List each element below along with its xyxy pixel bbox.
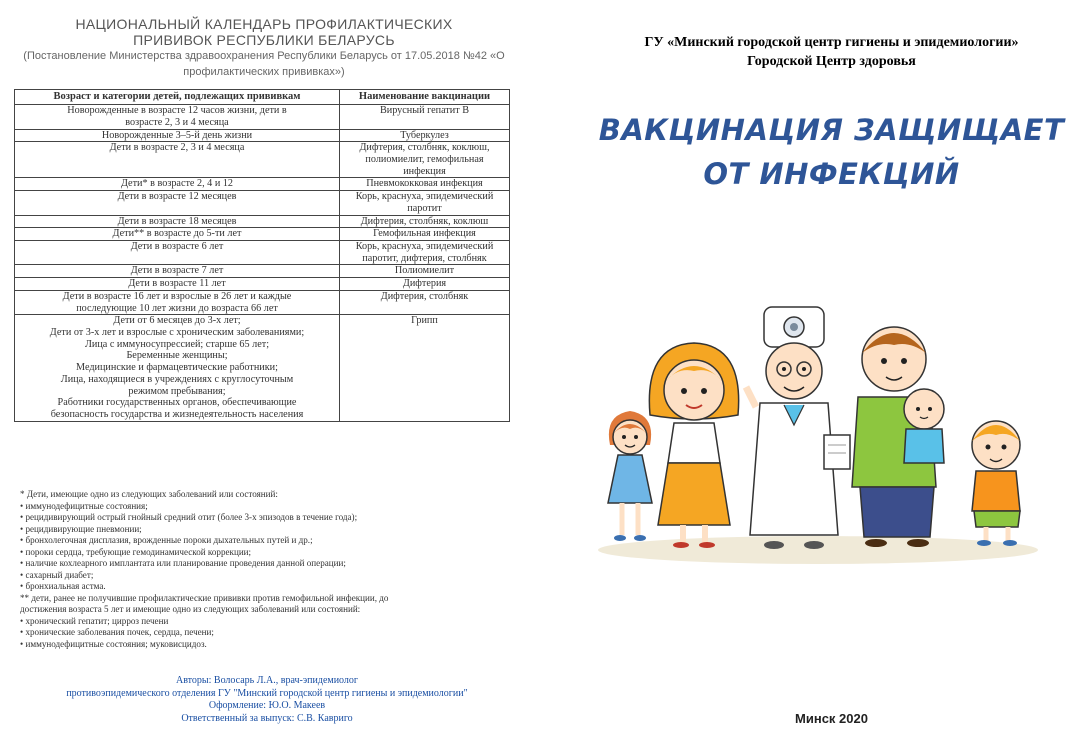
age-line: Беременные женщины;: [126, 350, 228, 362]
boy-figure: [972, 421, 1020, 546]
footer-city-year: Минск 2020: [795, 711, 868, 726]
age-cell: [15, 129, 340, 142]
age-line: Дети в возрасте 6 лет: [130, 240, 224, 252]
age-line: Медицинские и фармацевтические работники;: [76, 362, 278, 374]
vaccine-line: паротит, дифтерия, столбняк: [362, 252, 487, 264]
mother-figure: [649, 343, 738, 548]
age-line: Дети в возрасте 12 месяцев: [117, 191, 237, 203]
organization-name: [580, 33, 1083, 71]
age-line: Дети** в возрасте до 5-ти лет: [112, 228, 242, 240]
vaccine-line: Полиомиелит: [394, 265, 455, 277]
age-line: последующие 10 лет жизни до возраста 66 лет: [76, 302, 278, 314]
age-cell: [15, 191, 340, 215]
vaccine-line: Дифтерия, столбняк, коклюш: [360, 215, 489, 227]
age-line: Дети в возрасте 7 лет: [130, 265, 224, 277]
footnote-line: * Дети, имеющие одно из следующих заболеваний или состояний:: [20, 489, 278, 499]
table-row: [15, 290, 510, 314]
vaccine-line: Вирусный гепатит В: [379, 105, 470, 117]
age-cell: [15, 142, 340, 178]
age-cell: [15, 178, 340, 191]
age-line: Лица с иммуносупрессией; старше 65 лет;: [84, 338, 270, 350]
girl-figure: [608, 411, 652, 541]
footnote-line: достижения возраста 5 лет и имеющие одно из следующих заболеваний или состояний:: [20, 604, 361, 614]
vaccine-line: Корь, краснуха, эпидемический: [355, 191, 494, 203]
header-age: Возраст и категории детей, подлежащих прививкам: [15, 90, 340, 105]
age-line: Дети от 6 месяцев до 3-х лет;: [113, 315, 241, 327]
vaccine-cell: [340, 228, 510, 241]
vaccine-cell: [340, 290, 510, 314]
authors-department: противоэпидемического отделения ГУ "Минский городской центр гигиены и эпидемиологии": [66, 687, 468, 699]
footnote-line: • рецидивирующие пневмонии;: [20, 523, 142, 534]
footnote-line: • бронхиальная астма.: [20, 581, 106, 591]
footnote-line: • иммунодефицитные состояния; муковисцидоз.: [20, 638, 207, 649]
age-line: Дети в возрасте 18 месяцев: [117, 215, 237, 227]
footnote-line: • наличие кохлеарного имплантата или планирование проведения данной операции;: [20, 558, 346, 568]
vaccine-line: Грипп: [411, 315, 438, 327]
age-cell: [15, 105, 340, 129]
table-row: [15, 178, 510, 191]
age-line: Дети в возрасте 16 лет и взрослые в 26 лет и каждые: [62, 290, 292, 302]
vaccine-line: инфекция: [403, 165, 446, 177]
table-row: [15, 105, 510, 129]
footnotes: [20, 489, 514, 650]
table-row: [15, 228, 510, 241]
authors-line: Авторы: Волосарь Л.А., врач-эпидемиолог: [175, 675, 359, 686]
vaccine-line: полиомиелит, гемофильная: [365, 153, 484, 165]
footnote-line: • бронхолегочная дисплазия, врожденные пороки дыхательных путей и др.;: [20, 535, 313, 545]
age-line: Дети в возрасте 2, 3 и 4 месяца: [109, 142, 245, 154]
age-cell: [15, 278, 340, 291]
vaccine-cell: [340, 215, 510, 228]
design-credit: Оформление: Ю.О. Макеев: [208, 700, 326, 711]
calendar-subtitle-line1: (Постановление Министерства здравоохранения Республики Беларусь от 17.05.2018 №42 «О: [23, 50, 505, 63]
calendar-subtitle-line2: профилактических прививках»): [183, 65, 345, 78]
age-line: Дети от 3-х лет и взрослые с хроническим заболеваниями;: [49, 327, 305, 338]
table-row: [15, 265, 510, 278]
footnote-line: • рецидивирующий острый гнойный средний отит (более 3-х эпизодов в течение года);: [20, 512, 358, 522]
father-figure: [852, 327, 944, 547]
footnote-line: • иммунодефицитные состояния;: [20, 500, 148, 511]
vaccine-cell: [340, 191, 510, 215]
responsible-credit: Ответственный за выпуск: С.В. Кавриго: [181, 712, 353, 724]
footnote-line: ** дети, ранее не получившие профилактические прививки против гемофильной инфекции, до: [20, 592, 389, 603]
age-cell: [15, 215, 340, 228]
age-cell: [15, 228, 340, 241]
left-page-header: [14, 16, 514, 80]
age-line: Новорожденные в возрасте 12 часов жизни, дети в: [67, 105, 287, 117]
footnote-line: • хронический гепатит; цирроз печени: [20, 615, 169, 626]
footnote-line: • пороки сердца, требующие гемодинамической коррекции;: [20, 546, 252, 557]
vaccine-cell: [340, 265, 510, 278]
vaccine-cell: [340, 129, 510, 142]
table-header-row: [15, 90, 510, 105]
table-row: [15, 278, 510, 291]
calendar-title-line1: НАЦИОНАЛЬНЫЙ КАЛЕНДАРЬ ПРОФИЛАКТИЧЕСКИХ: [75, 16, 453, 32]
footnote-line: • сахарный диабет;: [20, 569, 94, 580]
table-row: [15, 215, 510, 228]
vaccine-line: Гемофильная инфекция: [373, 228, 476, 240]
calendar-title-line2: ПРИВИВОК РЕСПУБЛИКИ БЕЛАРУСЬ: [133, 32, 395, 49]
age-line: возрасте 2, 3 и 4 месяца: [125, 116, 229, 128]
cover-title-line2: ОТ ИНФЕКЦИЙ: [703, 157, 960, 191]
vaccine-cell: [340, 142, 510, 178]
age-line: Дети в возрасте 11 лет: [128, 278, 226, 290]
cover-title: [580, 108, 1083, 196]
right-page-cover: [580, 0, 1083, 737]
header-vaccine: Наименование вакцинации: [340, 90, 510, 105]
vaccine-line: Пневмококковая инфекция: [366, 178, 483, 190]
vaccine-line: Дифтерия: [402, 278, 447, 290]
org-line1: ГУ «Минский городской центр гигиены и эпидемиологии»: [644, 35, 1019, 50]
age-cell: [15, 240, 340, 264]
table-row: [15, 315, 510, 421]
age-line: Лица, находящиеся в учреждениях с круглосуточным: [60, 373, 294, 385]
vaccine-line: Дифтерия, столбняк: [380, 290, 469, 302]
cover-title-line1: ВАКЦИНАЦИЯ ЗАЩИЩАЕТ: [598, 113, 1065, 147]
table-row: [15, 191, 510, 215]
family-doctor-illustration: [588, 295, 1048, 565]
age-line: режимом пребывания;: [128, 385, 226, 397]
table-row: [15, 142, 510, 178]
age-line: Дети* в возрасте 2, 4 и 12: [120, 178, 234, 190]
vaccine-cell: [340, 278, 510, 291]
footnote-line: • хронические заболевания почек, сердца, печени;: [20, 627, 214, 637]
age-line: Новорожденные 3–5-й день жизни: [101, 129, 253, 141]
vaccine-cell: [340, 178, 510, 191]
vaccine-line: Туберкулез: [400, 129, 449, 141]
age-cell: [15, 315, 340, 421]
vaccine-cell: [340, 315, 510, 421]
age-line: Работники государственных органов, обеспечивающие: [57, 397, 297, 409]
age-line: безопасность государства и жизнедеятельность населения: [50, 409, 304, 421]
vaccine-cell: [340, 240, 510, 264]
table-body: [15, 105, 510, 422]
doctor-figure: [746, 307, 850, 549]
table-row: [15, 129, 510, 142]
vaccine-line: Корь, краснуха, эпидемический: [355, 240, 494, 252]
age-cell: [15, 290, 340, 314]
vaccination-calendar-table: [14, 89, 510, 422]
age-cell: [15, 265, 340, 278]
authors-block: [20, 675, 514, 725]
vaccine-line: паротит: [407, 202, 442, 214]
vaccine-cell: [340, 105, 510, 129]
table-row: [15, 240, 510, 264]
org-line2: Городской Центр здоровья: [747, 54, 916, 69]
vaccine-line: Дифтерия, столбняк, коклюш,: [359, 142, 490, 154]
